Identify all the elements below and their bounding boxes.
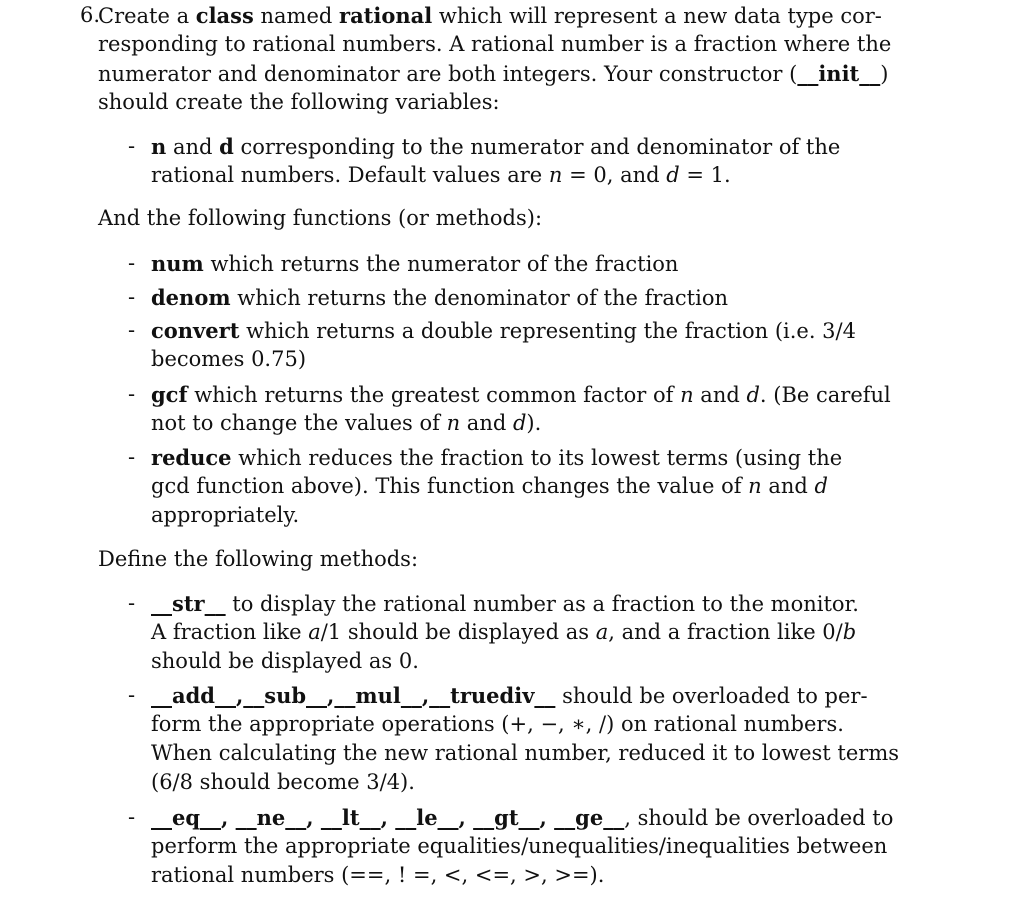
functions-heading: And the following functions (or methods): <box>98 206 543 230</box>
function-convert-line-2: becomes 0.75) <box>151 347 307 371</box>
method-cmp-line-2: perform the appropriate equalities/unequalities/inequalities between <box>151 834 888 858</box>
methods-heading: Define the following methods: <box>98 547 419 571</box>
function-convert-line-1: convert which returns a double representing the fraction (i.e. 3/4 <box>151 318 856 343</box>
class-keyword: class <box>195 3 254 28</box>
function-denom: denom which returns the denominator of the fraction <box>151 285 728 310</box>
bullet-dash: - <box>128 382 136 406</box>
problem-number: 6. <box>80 3 101 27</box>
intro-line-2: responding to rational numbers. A rational number is a fraction where the <box>98 32 892 56</box>
intro-line-4: should create the following variables: <box>98 90 500 114</box>
bullet-dash: - <box>128 251 136 275</box>
method-str-line-1: __str__ to display the rational number as a fraction to the monitor. <box>151 591 859 616</box>
method-arith-line-1: __add__,__sub__,__mul__,__truediv__ should be overloaded to per- <box>151 683 868 708</box>
bullet-dash: - <box>128 285 136 309</box>
method-str-line-3: should be displayed as 0. <box>151 649 419 673</box>
function-reduce-line-1: reduce which reduces the fraction to its lowest terms (using the <box>151 445 843 470</box>
method-arith-line-3: When calculating the new rational number, reduced it to lowest terms <box>151 741 900 765</box>
function-gcf-line-2: not to change the values of n and d). <box>151 411 542 435</box>
method-arith-line-2: form the appropriate operations (+, −, ∗, /) on rational numbers. <box>151 712 844 736</box>
function-reduce-line-2: gcd function above). This function changes the value of n and d <box>151 474 828 498</box>
intro-line-1: Create a class named rational which will represent a new data type cor- <box>98 3 882 28</box>
bullet-dash: - <box>128 805 136 829</box>
init-keyword: __init__ <box>797 61 881 86</box>
method-str-line-2: A fraction like a/1 should be displayed as a, and a fraction like 0/b <box>151 620 857 644</box>
bullet-dash: - <box>128 134 136 158</box>
method-arith-line-4: (6/8 should become 3/4). <box>151 770 415 794</box>
method-cmp-line-1: __eq__, __ne__, __lt__, __le__, __gt__, __ge__, should be overloaded to <box>151 805 894 830</box>
function-gcf-line-1: gcf which returns the greatest common factor of n and d. (Be careful <box>151 382 891 407</box>
bullet-dash: - <box>128 445 136 469</box>
intro-line-3: numerator and denominator are both integers. Your constructor (__init__) <box>98 61 889 86</box>
rational-keyword: rational <box>339 3 433 28</box>
function-num: num which returns the numerator of the fraction <box>151 251 679 276</box>
method-cmp-line-3: rational numbers (==, ! =, <, <=, >, >=). <box>151 863 605 887</box>
bullet-dash: - <box>128 591 136 615</box>
bullet-dash: - <box>128 683 136 707</box>
variables-item-line-2: rational numbers. Default values are n = 0, and d = 1. <box>151 163 731 187</box>
bullet-dash: - <box>128 318 136 342</box>
function-reduce-line-3: appropriately. <box>151 503 300 527</box>
variables-item-line-1: n and d corresponding to the numerator and denominator of the <box>151 134 841 159</box>
